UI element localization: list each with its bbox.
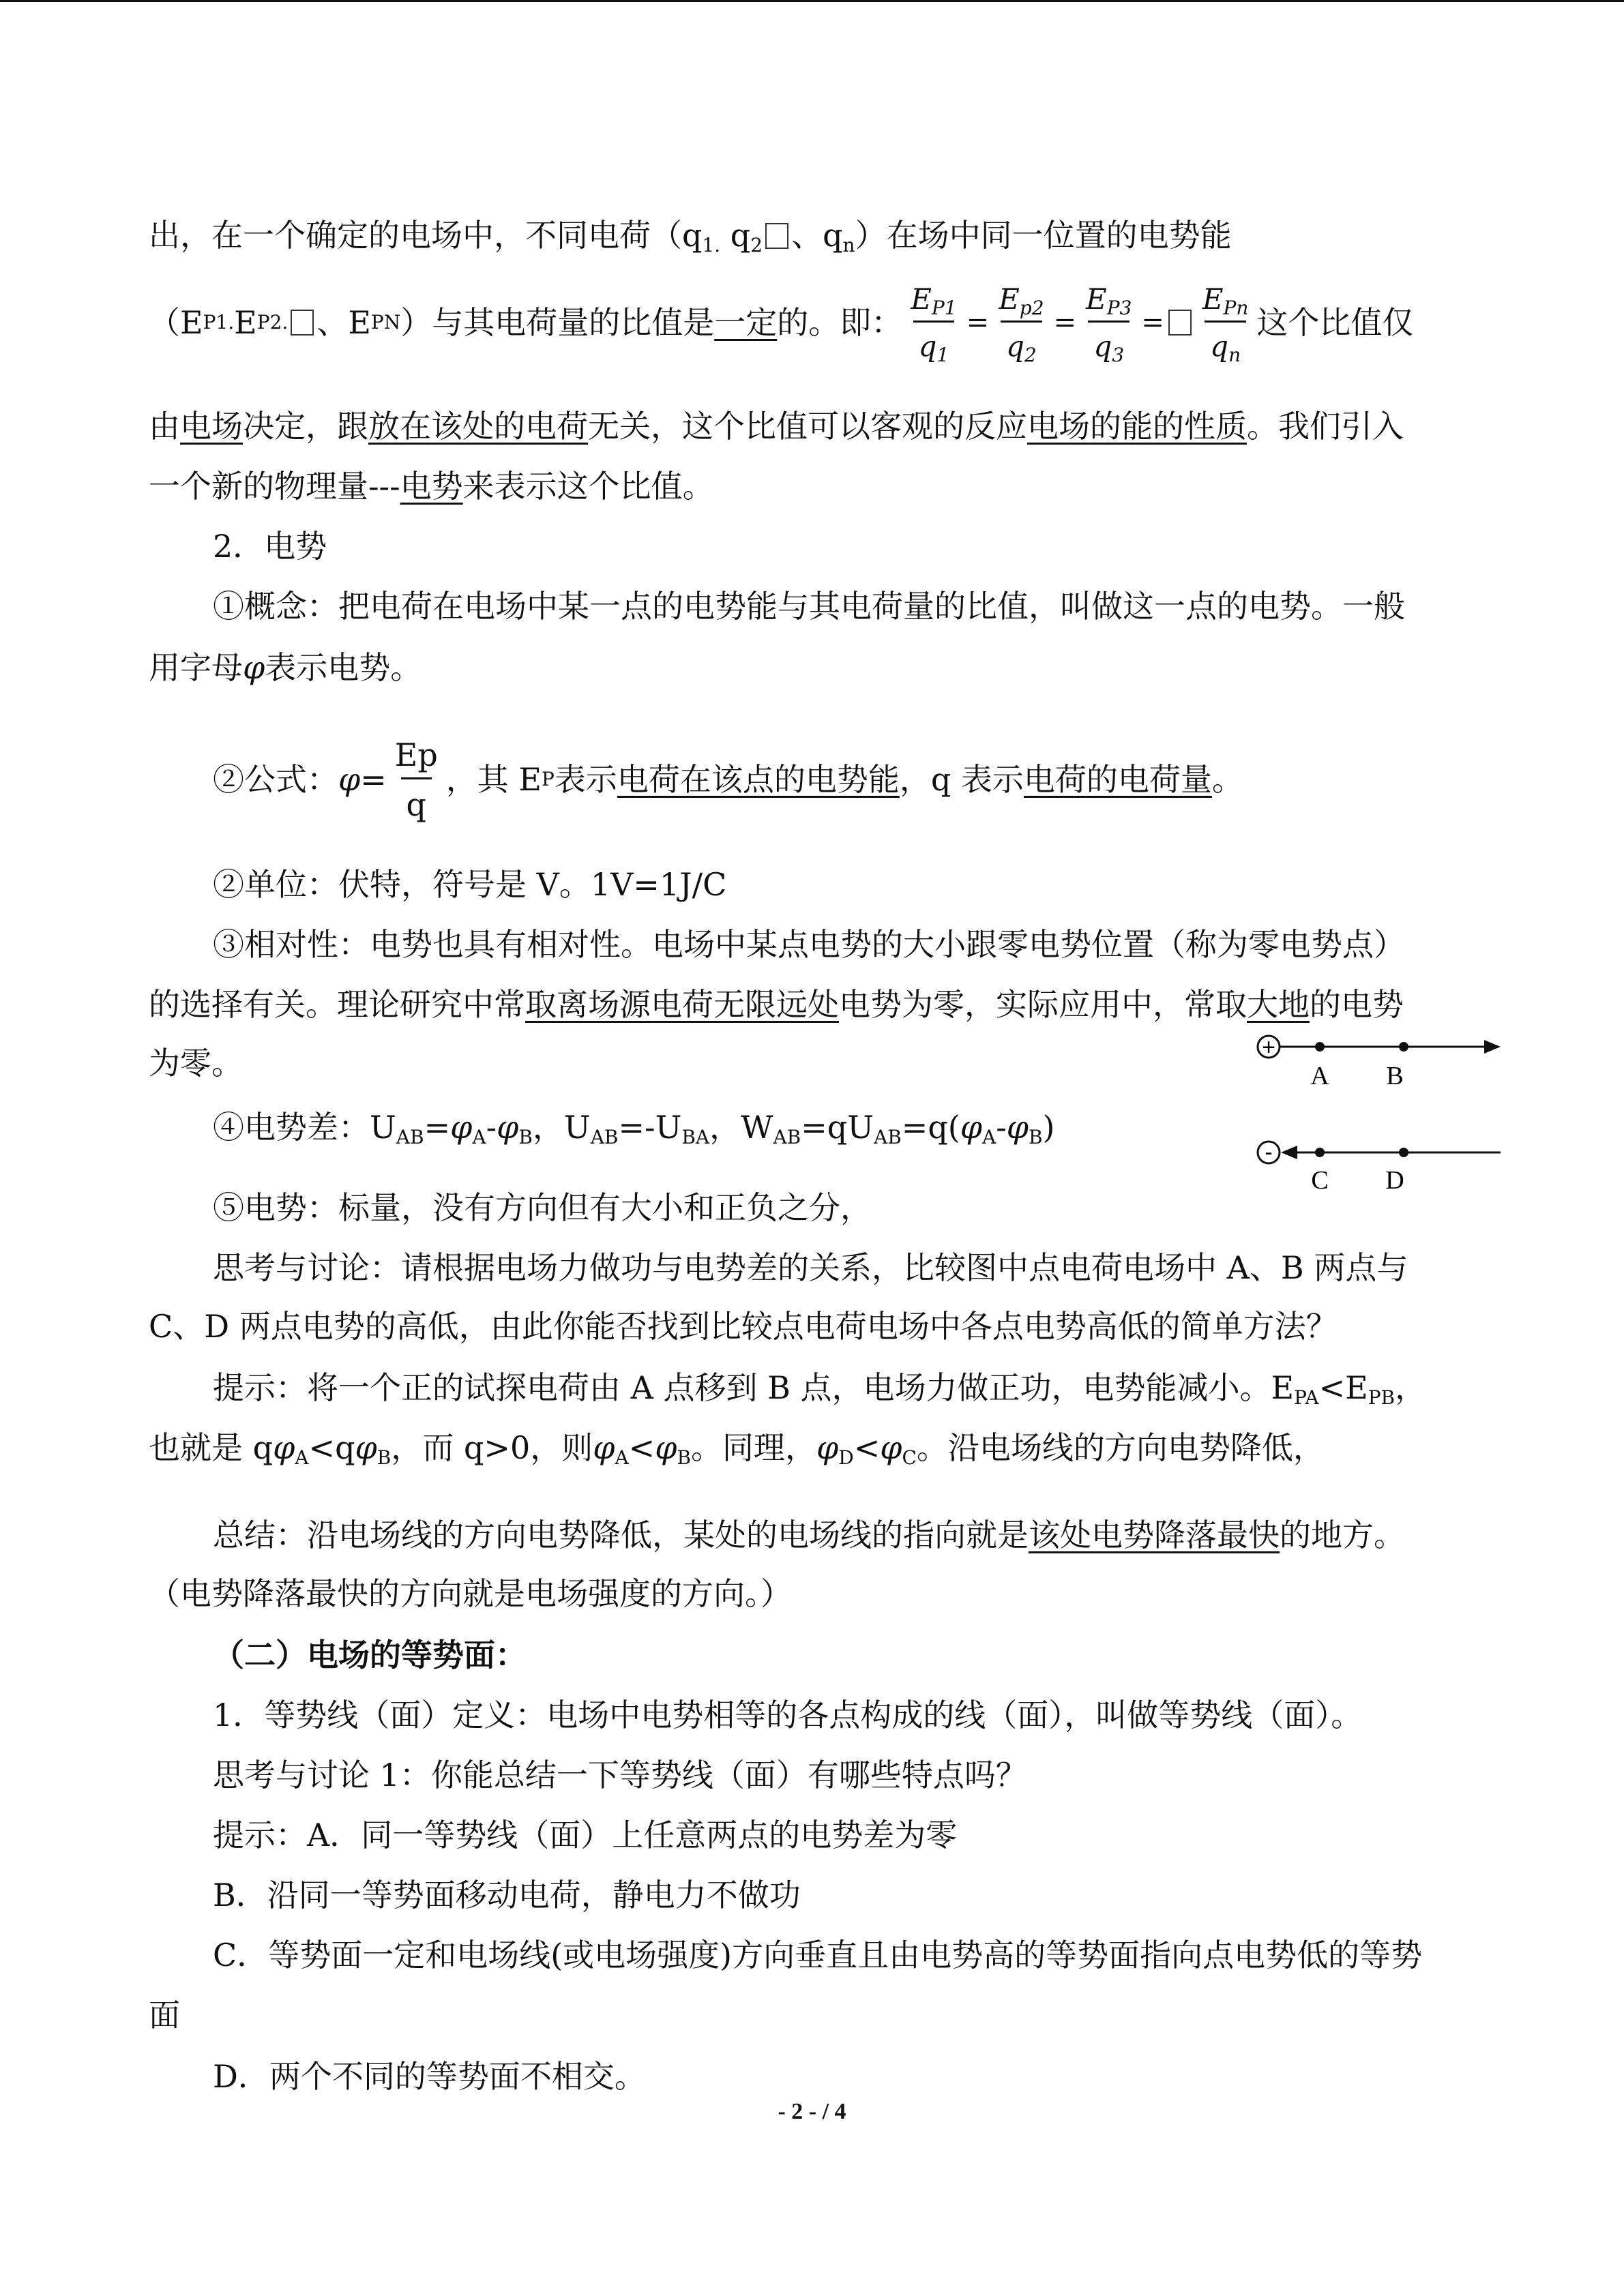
arrowhead-left-icon [1281,1146,1297,1159]
point-B [1399,1042,1408,1052]
label-A: A [1310,1062,1329,1090]
paragraph-line-3: 由电场决定，跟放在该处的电荷无关，这个比值可以客观的反应电场的能的性质。我们引入 [149,408,1404,445]
unit-line: ②单位：伏特，符号是 V。1V=1J/C [213,866,727,903]
fraction-ep1-q1: $\frac{E_{P1}}{q_1}$ [911,282,957,366]
concept-line-1: ①概念：把电荷在电场中某一点的电势能与其电荷量的比值，叫做这一点的电势。一般 [213,588,1405,625]
label-B: B [1386,1062,1404,1090]
top-border-line [0,0,1624,2]
positive-charge-field-line [1258,1034,1501,1090]
scalar-line: ⑤电势：标量，没有方向但有大小和正负之分， [213,1189,872,1226]
think-line-1: 思考与讨论：请根据电场力做功与电势差的关系，比较图中点电荷电场中 A、B 两点与 [213,1249,1408,1286]
point-charge-field-diagram [1248,1026,1507,1190]
concept-line-2: 用字母φ表示电势。 [149,649,422,686]
fraction-epn-qn: $\frac{E_{Pn}}{q_n}$ [1202,282,1249,366]
relativity-line-1: ③相对性：电势也具有相对性。电场中某点电势的大小跟零电势位置（称为零电势点） [213,926,1405,963]
paragraph-line-2: （E P1. E P2. 、E PN ）与其电荷量的比值是 一定 的。即： $\frac{E_{P1}}{q_1}$ = $\frac{E_{p2}}{q_2}$ = $\frac{E_{P3}}{q_3}$ = $\frac{E_{Pn}}{q_n}$ 这个比值仅 [149,282,1414,366]
missing-glyph-box [291,310,314,336]
fraction-ep2-q2: $\frac{E_{p2}}{q_2}$ [999,282,1044,366]
relativity-line-3: 为零。 [149,1045,243,1082]
plus-sign: + [1262,1034,1275,1060]
fraction-ep3-q3: $\frac{E_{P3}}{q_3}$ [1086,282,1132,366]
minus-sign: - [1265,1139,1273,1165]
relativity-line-2: 的选择有关。理论研究中常取离场源电荷无限远处电势为零，实际应用中，常取大地的电势 [149,986,1404,1023]
summary-line-2: （电势降落最快的方向就是电场强度的方向。） [149,1575,792,1612]
fraction-ep-q: $\frac{Ep}{q}$ [394,736,438,823]
negative-charge-field-line [1258,1139,1501,1190]
point-D [1399,1148,1408,1157]
section-title-potential: 2．电势 [213,528,327,565]
paragraph-line-4: 一个新的物理量---电势来表示这个比值。 [149,468,714,505]
think-line-2: C、D 两点电势的高低，由此你能否找到比较点电荷电场中各点电势高低的简单方法？ [149,1308,1338,1345]
section-title-equipotential: （二）电场的等势面： [213,1637,527,1673]
equipotential-think: 思考与讨论 1：你能总结一下等势线（面）有哪些特点吗？ [213,1757,1027,1793]
point-A [1315,1042,1325,1052]
point-C [1315,1148,1325,1157]
formula-line: ②公式： φ = $\frac{Ep}{q}$ ，其 E P 表示 电荷在该点的电势能 ，q 表示 电荷的电荷量 。 [213,736,1243,823]
missing-glyph-box [765,223,788,249]
page-number: - 2 - / 4 [778,2099,846,2124]
equipotential-hint-b: B．沿同一等势面移动电荷，静电力不做功 [213,1877,801,1913]
equipotential-hint-c2: 面 [149,1997,180,2033]
paragraph-line-1: 出，在一个确定的电场中，不同电荷（$q_{1.}$ $q_2$ 、$q_n$）在场中同一位置的电势能 [149,217,1232,256]
label-D: D [1385,1166,1404,1190]
equipotential-definition: 1．等势线（面）定义：电场中电势相等的各点构成的线（面），叫做等势线（面）。 [213,1697,1363,1733]
equipotential-hint-d: D．两个不同的等势面不相交。 [213,2058,646,2095]
potential-difference-line: ④电势差：$U_{AB}=\varphi_A-\varphi_B$，$U_{AB}=-U_{BA}$，$W_{AB}=qU_{AB}=q(\varphi_A-\varphi_B)$ [213,1109,1055,1148]
summary-line-1: 总结：沿电场线的方向电势降低，某处的电场线的指向就是该处电势降落最快的地方。 [213,1517,1405,1553]
equipotential-hint-a: 提示：A．同一等势线（面）上任意两点的电势差为零 [213,1817,958,1853]
label-C: C [1311,1166,1329,1190]
hint-line-1: 提示：将一个正的试探电荷由 A 点移到 B 点，电场力做正功，电势能减小。$E_{PA}<E_{PB}$， [213,1369,1427,1409]
missing-glyph-box [1168,310,1192,336]
hint-line-2: 也就是 $q\varphi_A<q\varphi_B$，而 q>0，则$\varphi_A<\varphi_B$。同理，$\varphi_D<\varphi_C$。沿电场线的方向电势降低， [149,1429,1325,1469]
equipotential-hint-c1: C．等势面一定和电场线(或电场强度)方向垂直且由电势高的等势面指向点电势低的等势 [213,1937,1423,1973]
arrowhead-right-icon [1484,1040,1501,1054]
